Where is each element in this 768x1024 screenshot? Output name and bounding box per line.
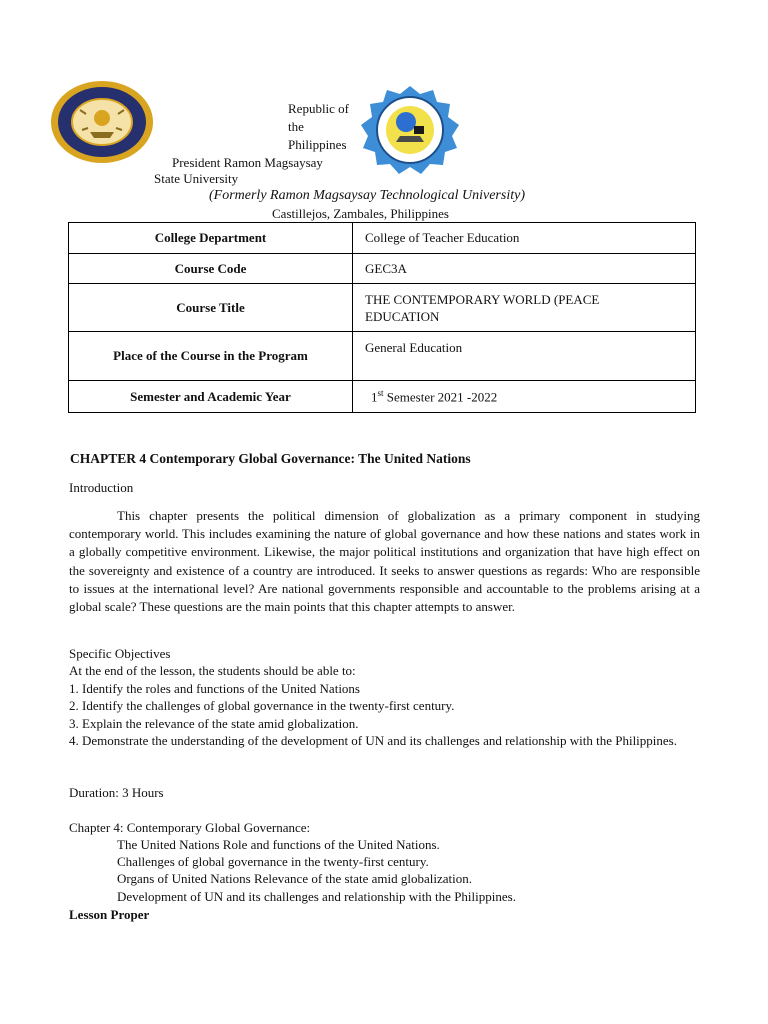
introduction-paragraph: This chapter presents the political dimension of globalization as a primary component in studying contemporary world. This includes examining the nature of global governance and how these nations and states work in a globally competitive environment. Likewise, the major political institutions and organization that have high effect on the sovereignty and existence of a country are introduced. It seeks to answer questions as regards: Who are responsible to issues at the international level? Are national governments responsible and accountable to the problems arising at a global scale? These questions are the main points that this chapter attempts to answer. (69, 508, 700, 615)
chapter-title: CHAPTER 4 Contemporary Global Governance: The United Nations (70, 451, 471, 466)
university-name-line-1: President Ramon Magsaysay (172, 155, 323, 170)
table-row (69, 381, 696, 413)
university-name-line-2: State University (154, 171, 239, 186)
objective-item: 1. Identify the roles and functions of the United Nations (69, 681, 360, 696)
republic-line-1: Republic of (288, 101, 350, 116)
course-info-table (68, 222, 696, 413)
semester-ordinal: st (377, 387, 384, 398)
outline-item: Challenges of global governance in the twenty-first century. (117, 854, 429, 869)
introduction-heading: Introduction (69, 480, 134, 495)
table-row (69, 284, 696, 332)
value-course-title: THE CONTEMPORARY WORLD (PEACE EDUCATION (353, 284, 696, 332)
label-place-of-course: Place of the Course in the Program (69, 332, 353, 381)
objectives-heading: Specific Objectives (69, 646, 171, 661)
outline-item: Development of UN and its challenges and relationship with the Philippines. (117, 889, 516, 904)
objective-item: 4. Demonstrate the understanding of the development of UN and its challenges and relationship with the Philippines. (69, 733, 677, 748)
duration-text: Duration: 3 Hours (69, 785, 164, 800)
lesson-proper-heading: Lesson Proper (69, 907, 150, 922)
outline-item: The United Nations Role and functions of the United Nations. (117, 837, 440, 852)
semester-text: Semester 2021 -2022 (383, 389, 498, 405)
value-course-code: GEC3A (353, 254, 696, 284)
label-course-title: Course Title (69, 284, 353, 332)
college-of-education-logo (358, 86, 462, 176)
objectives-intro: At the end of the lesson, the students should be able to: (69, 663, 356, 678)
university-address: Castillejos, Zambales, Philippines (272, 206, 449, 221)
label-course-code: Course Code (69, 254, 353, 284)
table-row (69, 254, 696, 284)
value-place-of-course: General Education (353, 332, 696, 381)
value-semester-year (353, 381, 696, 413)
outline-item: Organs of United Nations Relevance of the state amid globalization. (117, 871, 472, 886)
republic-line-2: the (288, 119, 304, 134)
objective-item: 2. Identify the challenges of global governance in the twenty-first century. (69, 698, 455, 713)
label-college-department: College Department (69, 223, 353, 254)
label-semester-year: Semester and Academic Year (69, 381, 353, 413)
table-row (69, 332, 696, 381)
table-row (69, 223, 696, 254)
formerly-name: (Formerly Ramon Magsaysay Technological University) (209, 188, 525, 203)
semester-number: 1 (371, 389, 378, 405)
republic-line-3: Philippines (288, 137, 347, 152)
outline-heading: Chapter 4: Contemporary Global Governance: (69, 820, 311, 835)
objective-item: 3. Explain the relevance of the state amid globalization. (69, 716, 359, 731)
university-seal-logo (50, 80, 154, 164)
value-college-department: College of Teacher Education (353, 223, 696, 254)
